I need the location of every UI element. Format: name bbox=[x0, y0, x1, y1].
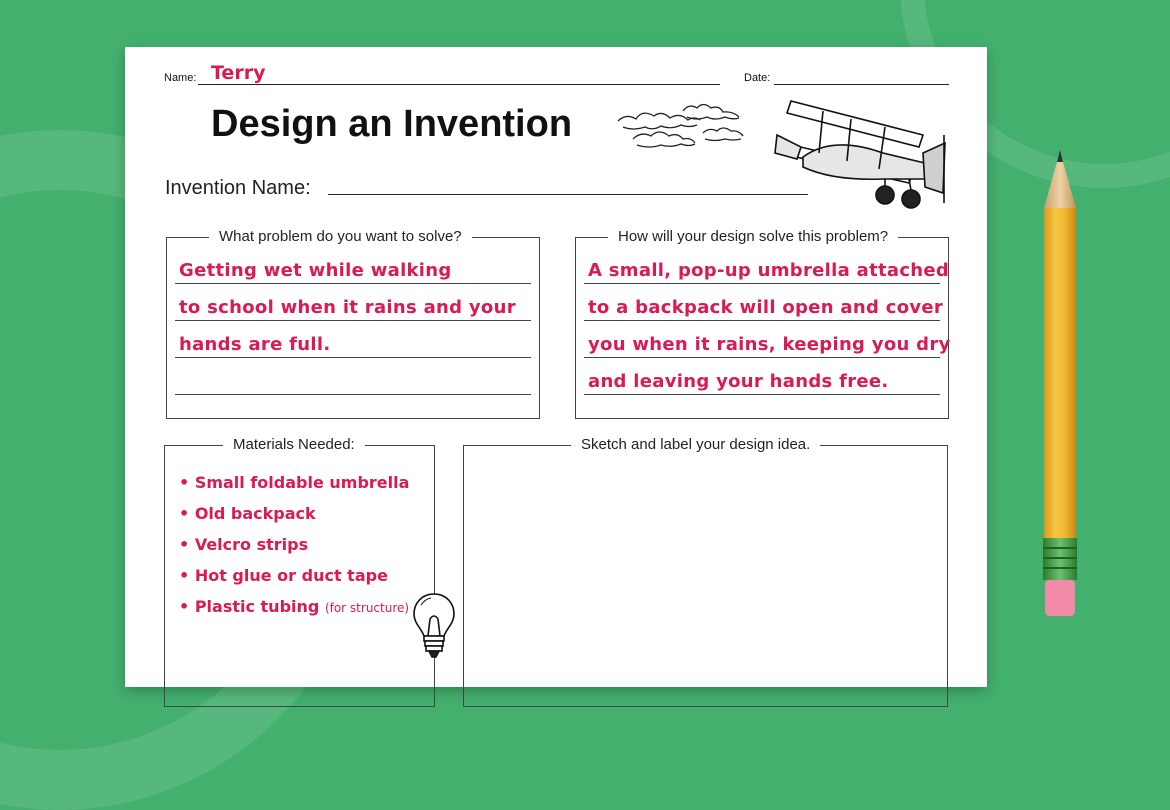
name-underline bbox=[198, 84, 720, 85]
bullet: • bbox=[179, 597, 190, 616]
worksheet-page bbox=[125, 47, 987, 687]
solution-text-1: A small, pop-up umbrella attached bbox=[588, 260, 950, 281]
solution-line-3[interactable] bbox=[584, 357, 940, 358]
solution-heading: How will your design solve this problem? bbox=[608, 228, 898, 245]
sketch-heading: Sketch and label your design idea. bbox=[571, 436, 820, 453]
bullet: • bbox=[179, 504, 190, 523]
solution-text-3: you when it rains, keeping you dry bbox=[588, 334, 951, 355]
page-title: Design an Invention bbox=[211, 103, 573, 145]
problem-text-3: hands are full. bbox=[179, 334, 331, 355]
problem-heading: What problem do you want to solve? bbox=[209, 228, 472, 245]
material-item-2 bbox=[179, 504, 316, 523]
bullet: • bbox=[179, 535, 190, 554]
date-label: Date: bbox=[744, 72, 771, 84]
bullet: • bbox=[179, 566, 190, 585]
pencil-illustration bbox=[1040, 150, 1080, 620]
problem-line-2[interactable] bbox=[175, 320, 531, 321]
solution-text-2: to a backpack will open and cover bbox=[588, 297, 944, 318]
materials-heading: Materials Needed: bbox=[223, 436, 365, 453]
name-label: Name: bbox=[164, 72, 197, 84]
solution-line-2[interactable] bbox=[584, 320, 940, 321]
materials-box bbox=[164, 436, 435, 707]
material-item-3 bbox=[179, 535, 308, 554]
solution-box bbox=[575, 228, 951, 419]
material-text: Small foldable umbrella bbox=[194, 473, 410, 492]
problem-text-1: Getting wet while walking bbox=[179, 260, 452, 281]
material-text: Hot glue or duct tape bbox=[194, 566, 388, 585]
material-note: (for structure) bbox=[324, 601, 410, 615]
lightbulb-illustration bbox=[411, 591, 457, 661]
clouds-illustration bbox=[613, 99, 753, 159]
problem-line-3[interactable] bbox=[175, 357, 531, 358]
material-text: Velcro strips bbox=[194, 535, 309, 554]
biplane-illustration bbox=[773, 95, 953, 213]
invention-name-label: Invention Name: bbox=[165, 177, 311, 199]
name-value[interactable]: Terry bbox=[211, 62, 266, 84]
problem-line-1[interactable] bbox=[175, 283, 531, 284]
bullet: • bbox=[179, 473, 190, 492]
problem-text-2: to school when it rains and your bbox=[179, 297, 516, 318]
date-underline[interactable] bbox=[774, 84, 949, 85]
material-text: Plastic tubing bbox=[194, 597, 320, 616]
problem-box bbox=[166, 228, 540, 419]
material-item-1 bbox=[179, 473, 409, 492]
problem-line-4[interactable] bbox=[175, 394, 531, 395]
material-item-5 bbox=[179, 597, 409, 616]
solution-line-4[interactable] bbox=[584, 394, 940, 395]
solution-text-4: and leaving your hands free. bbox=[588, 371, 889, 392]
invention-name-field[interactable] bbox=[328, 194, 808, 195]
material-text: Old backpack bbox=[194, 504, 316, 523]
material-item-4 bbox=[179, 566, 388, 585]
solution-line-1[interactable] bbox=[584, 283, 940, 284]
sketch-box[interactable] bbox=[463, 436, 948, 707]
